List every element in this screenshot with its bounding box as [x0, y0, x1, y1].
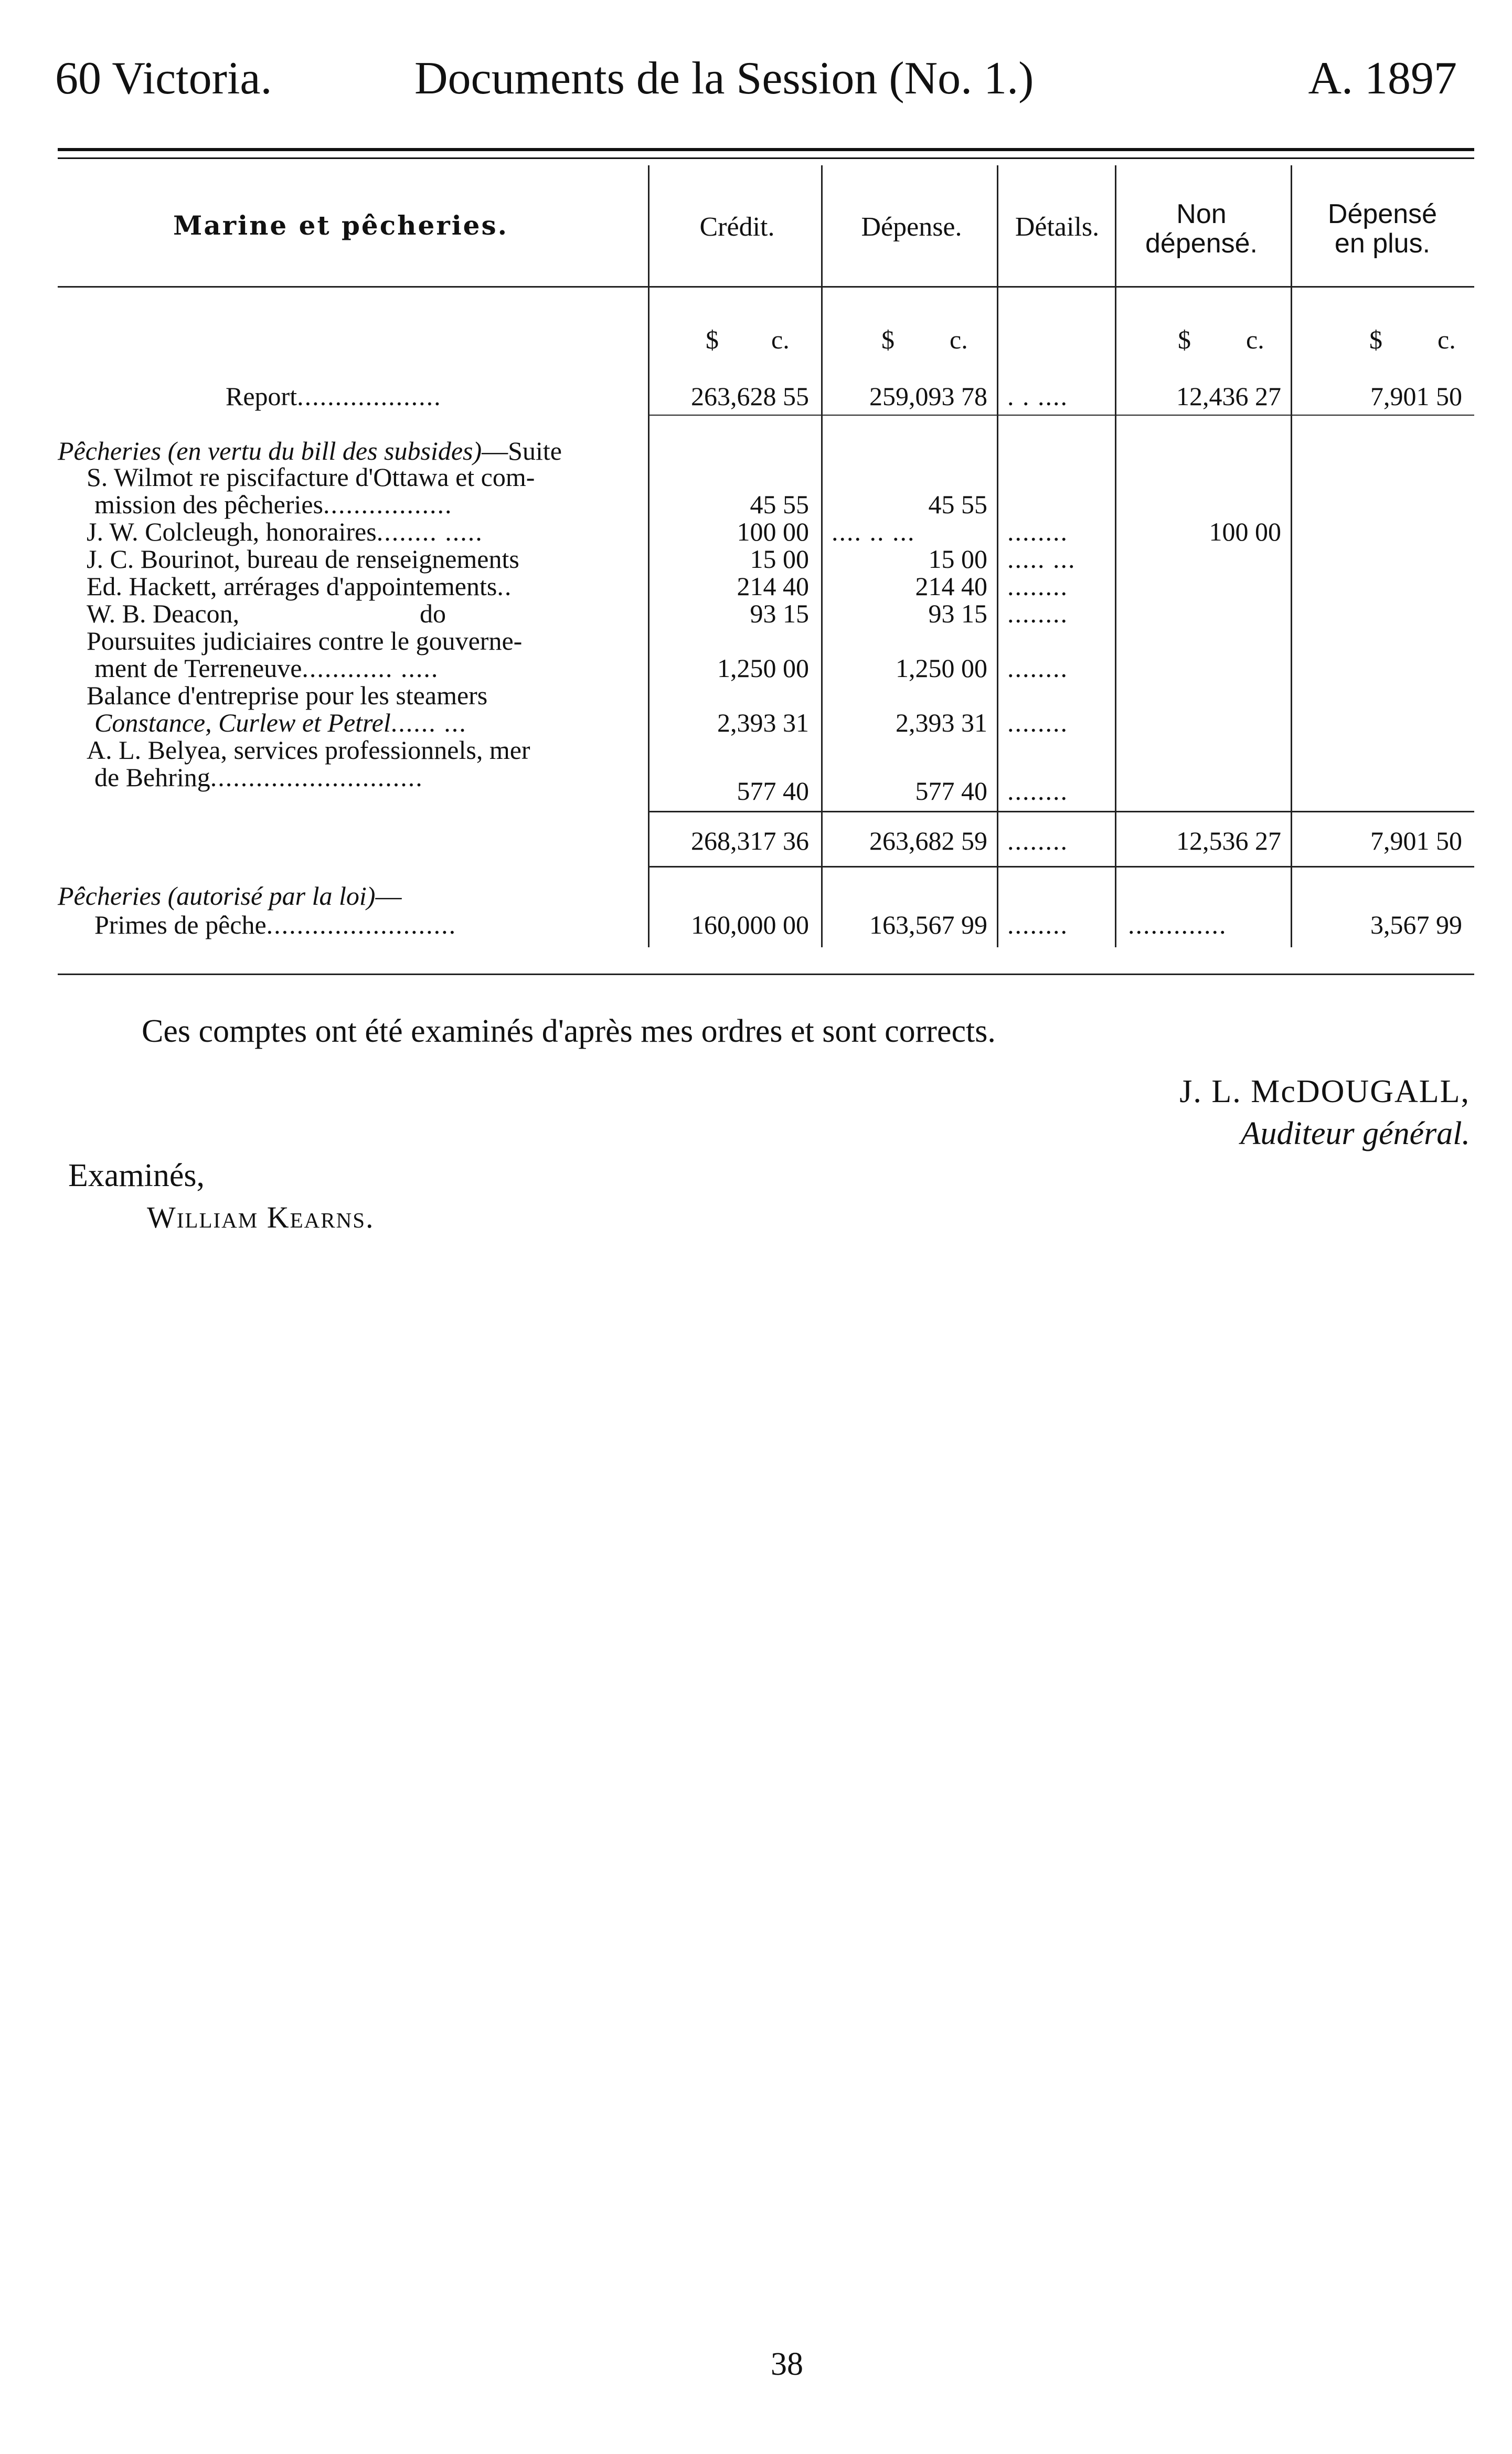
col-depense-plus [1291, 199, 1474, 258]
table-bottom-rule [58, 974, 1474, 975]
unit-cents-non: c. [1246, 325, 1264, 354]
row-belyea-details-dots: ........ [1007, 776, 1068, 806]
row-primes: Primes de pêche......................... [94, 910, 457, 939]
col-non-depense [1115, 199, 1288, 258]
report-credit: 263,628 55 [691, 382, 809, 411]
row-bourinot-depense: 15 00 [928, 544, 987, 574]
row-balance-details-dots: ........ [1007, 708, 1068, 737]
unit-dollar-depense: $ [881, 325, 895, 354]
primes-credit: 160,000 00 [691, 910, 809, 939]
vline-depense [821, 165, 823, 947]
unit-dollar-credit: $ [706, 325, 719, 354]
col-depense-plus-line1: Dépensé [1327, 199, 1438, 229]
primes-depense: 163,567 99 [869, 910, 987, 939]
report-rule [648, 415, 1474, 416]
header-rule-thick [58, 148, 1474, 151]
col-details: Détails. [1015, 212, 1100, 242]
section-title: Marine et pêcheries. [173, 210, 509, 241]
header-title: Documents de la Session (No. 1.) [414, 53, 1034, 104]
row-wilmot-depense: 45 55 [928, 490, 987, 519]
unit-dollar-non: $ [1178, 325, 1191, 354]
header-volume: 60 Victoria. [55, 53, 272, 104]
subtotal-depense-plus: 7,901 50 [1370, 826, 1462, 855]
vline-non-depense [1115, 165, 1116, 947]
group2-heading [58, 882, 401, 910]
col-non-depense-line2: dépensé. [1145, 228, 1258, 259]
signatory-title: Auditeur général. [1240, 1116, 1470, 1151]
row-poursuites-details-dots: ........ [1007, 653, 1068, 683]
row-belyea-credit: 577 40 [737, 776, 809, 806]
row-hackett-credit: 214 40 [737, 572, 809, 601]
group1-heading-italic: Pêcheries (en vertu du bill des subsides) [58, 436, 482, 466]
row-poursuites-depense: 1,250 00 [896, 653, 987, 683]
group2-heading-italic: Pêcheries (autorisé par la loi) [58, 881, 376, 911]
row-bourinot-details-dots: ..... ... [1007, 544, 1076, 574]
group1-heading-suite: —Suite [482, 436, 562, 466]
subtotal-non-depense: 12,536 27 [1176, 826, 1281, 855]
row-belyea-line2: de Behring............................ [94, 763, 423, 792]
report-details-dots: . . .... [1007, 382, 1068, 411]
leader-dots: ................... [297, 382, 442, 411]
row-balance-line2: Constance, Curlew et Petrel...... ... [94, 708, 467, 737]
colhead-rule [58, 286, 1474, 288]
group2-heading-dash: — [375, 881, 402, 911]
examiner-name: William Kearns. [147, 1200, 375, 1234]
subtotal-depense: 263,682 59 [869, 826, 987, 855]
row-deacon-ditto: do [420, 599, 446, 628]
unit-cents-depense: c. [950, 325, 968, 354]
header-rule-thin [58, 157, 1474, 159]
primes-details-dots: ........ [1007, 910, 1068, 939]
report-depense-plus: 7,901 50 [1370, 382, 1462, 411]
row-colcleugh-depense-dots: .... .. ... [832, 517, 915, 546]
row-balance-line1: Balance d'entreprise pour les steamers [87, 681, 488, 710]
row-colcleugh-credit: 100 00 [737, 517, 809, 546]
col-credit: Crédit. [699, 212, 775, 242]
subtotal-rule-top [648, 811, 1474, 812]
row-poursuites-line1: Poursuites judiciaires contre le gouverne- [87, 626, 523, 655]
row-poursuites-line2: ment de Terreneuve............ ..... [94, 653, 439, 683]
row-colcleugh: J. W. Colcleugh, honoraires........ ..... [87, 517, 483, 546]
row-wilmot-line2: mission des pêcheries................. [94, 490, 453, 519]
row-wilmot-line1: S. Wilmot re piscifacture d'Ottawa et com- [87, 462, 535, 492]
vline-depense-plus [1291, 165, 1292, 947]
row-hackett-details-dots: ........ [1007, 572, 1068, 601]
row-belyea-line1: A. L. Belyea, services professionnels, mer [87, 735, 530, 765]
primes-non-depense-dots: ............. [1128, 910, 1227, 939]
unit-cents-credit: c. [771, 325, 790, 354]
col-depense: Dépense. [861, 212, 962, 242]
primes-depense-plus: 3,567 99 [1370, 910, 1462, 939]
row-bourinot: J. C. Bourinot, bureau de renseignements [87, 544, 519, 574]
row-deacon-credit: 93 15 [750, 599, 809, 628]
row-colcleugh-details-dots: ........ [1007, 517, 1068, 546]
vline-credit [648, 165, 649, 947]
row-belyea-depense: 577 40 [915, 776, 987, 806]
row-poursuites-credit: 1,250 00 [717, 653, 809, 683]
row-balance-credit: 2,393 31 [717, 708, 809, 737]
audit-statement: Ces comptes ont été examinés d'après mes ordres et sont corrects. [142, 1013, 996, 1049]
vline-details [997, 165, 998, 947]
row-deacon: W. B. Deacon, [87, 599, 240, 628]
header-year: A. 1897 [1308, 53, 1457, 104]
page-number: 38 [771, 2346, 803, 2382]
row-deacon-depense: 93 15 [928, 599, 987, 628]
row-wilmot-credit: 45 55 [750, 490, 809, 519]
row-deacon-details-dots: ........ [1007, 599, 1068, 628]
group1-heading [58, 437, 562, 465]
subtotal-credit: 268,317 36 [691, 826, 809, 855]
subtotal-details-dots: ........ [1007, 826, 1068, 855]
signatory-name: J. L. McDOUGALL, [1179, 1074, 1470, 1109]
row-balance-depense: 2,393 31 [896, 708, 987, 737]
report-non-depense: 12,436 27 [1176, 382, 1281, 411]
subtotal-rule-bottom [648, 866, 1474, 868]
examined-label: Examinés, [68, 1158, 205, 1193]
unit-cents-plus: c. [1438, 325, 1456, 354]
col-non-depense-line1: Non [1176, 199, 1227, 229]
unit-dollar-plus: $ [1369, 325, 1382, 354]
row-colcleugh-non-depense: 100 00 [1209, 517, 1281, 546]
report-depense: 259,093 78 [869, 382, 987, 411]
row-hackett-depense: 214 40 [915, 572, 987, 601]
row-hackett: Ed. Hackett, arrérages d'appointements.. [87, 572, 513, 601]
row-bourinot-credit: 15 00 [750, 544, 809, 574]
col-depense-plus-line2: en plus. [1334, 228, 1431, 259]
report-label: Report................... [226, 382, 442, 411]
